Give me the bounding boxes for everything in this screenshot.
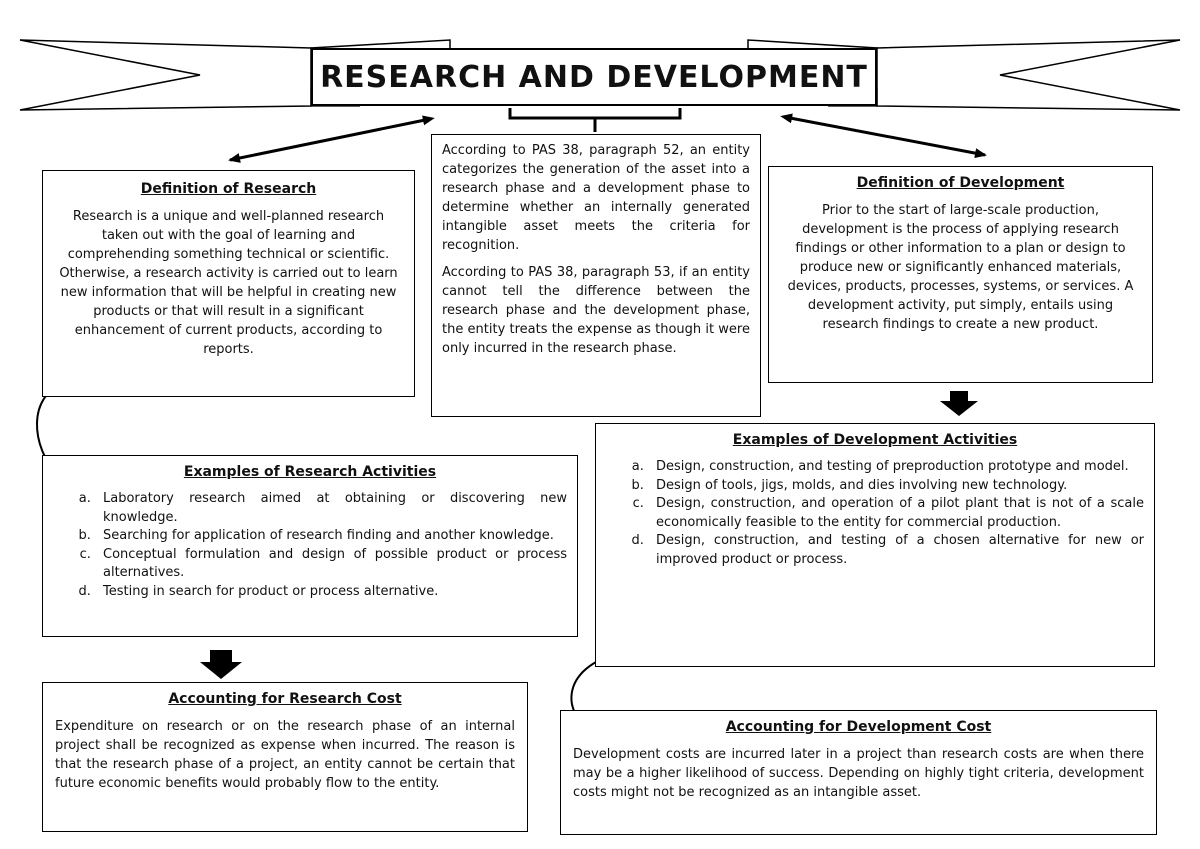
examples-development-box — [595, 423, 1155, 667]
list-item: d. Design, construction, and testing of a chosen alternative for new or improved product or process. — [648, 532, 1144, 569]
examples-development-list — [596, 458, 1144, 569]
list-item: a. Laboratory research aimed at obtaining or discovering new knowledge. — [95, 490, 567, 527]
list-item: a. Design, construction, and testing of preproduction prototype and model. — [648, 458, 1144, 477]
examples-research-list — [43, 490, 567, 601]
down-arrow-research — [200, 650, 242, 679]
definition-development-box — [768, 166, 1153, 383]
list-item: b. Searching for application of research finding and another knowledge. — [95, 527, 567, 546]
page-title: RESEARCH AND DEVELOPMENT — [311, 48, 877, 106]
accounting-development-box — [560, 710, 1157, 835]
arrow-to-development — [790, 118, 985, 155]
examples-research-box — [42, 455, 578, 637]
accounting-development-text: Development costs are incurred later in a project than research costs are when there may be a higher likelihood of success. Depending on highly tight criteria, development costs might not be recognized as an intangible asset. — [573, 747, 1144, 800]
pas-38-box — [431, 134, 761, 417]
definition-development-title: Definition of Development — [856, 175, 1065, 191]
definition-research-title: Definition of Research — [140, 181, 317, 197]
definition-research-text: Research is a unique and well-planned research taken out with the goal of learning and comprehending something technical or scientific. Otherwise, a research activity is carried out to learn new information that will be helpful in creating new products or that will result in a significant enhancement of current products, according to reports. — [59, 209, 398, 357]
definition-development-text: Prior to the start of large-scale production, development is the process of applying research findings or other information to a plan or design to produce new or significantly enhanced materials, devices, products, processes, systems, or services. A development activity, put simply, entails using research findings to create a new product. — [787, 203, 1134, 332]
accounting-development-title: Accounting for Development Cost — [725, 719, 992, 735]
list-item: c. Design, construction, and operation of a pilot plant that is not of a scale economically feasible to the entity for commercial production. — [648, 495, 1144, 532]
down-arrow-development — [940, 391, 978, 416]
pas-38-paragraph-52: According to PAS 38, paragraph 52, an entity categorizes the generation of the asset into a research phase and a development phase to determine whether an internally generated intangible asset meets the criteria for recognition. — [442, 143, 750, 253]
arrow-to-research — [230, 120, 425, 160]
list-item: b. Design of tools, jigs, molds, and dies involving new technology. — [648, 477, 1144, 496]
examples-development-title: Examples of Development Activities — [732, 432, 1018, 448]
accounting-research-text: Expenditure on research or on the research phase of an internal project shall be recognized as expense when incurred. The reason is that the research phase of a project, an entity cannot be certain that future economic benefits would probably flow to the entity. — [55, 719, 515, 791]
accounting-research-box — [42, 682, 528, 832]
examples-research-title: Examples of Research Activities — [183, 464, 437, 480]
list-item: d. Testing in search for product or process alternative. — [95, 583, 567, 602]
list-item: c. Conceptual formulation and design of possible product or process alternatives. — [95, 546, 567, 583]
accounting-research-title: Accounting for Research Cost — [168, 691, 402, 707]
banner-bracket — [510, 108, 680, 132]
pas-38-paragraph-53: According to PAS 38, paragraph 53, if an entity cannot tell the difference between the research phase and the development phase, the entity treats the expense as though it were only incurred in the research phase. — [442, 265, 750, 356]
definition-research-box — [42, 170, 415, 397]
